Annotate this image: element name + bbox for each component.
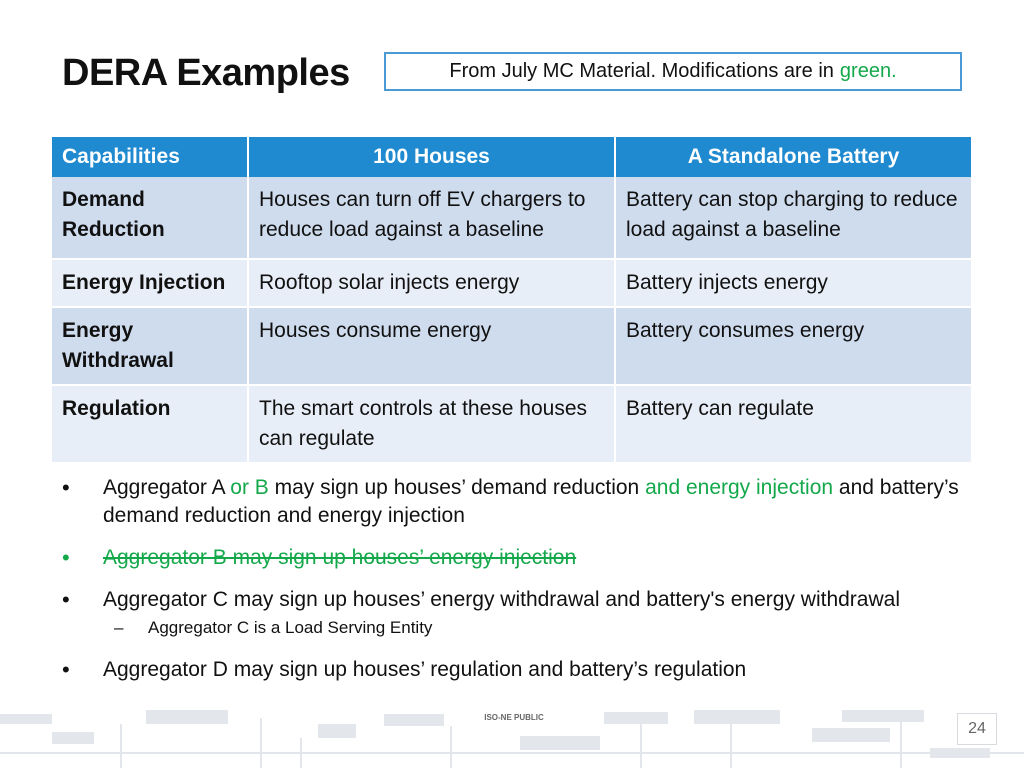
- row-houses: Rooftop solar injects energy: [248, 259, 615, 307]
- table-row: [52, 307, 972, 385]
- bullet-text: and battery’s demand reduction and energy injection: [103, 476, 959, 527]
- note-text: From July MC Material. Modifications are in: [449, 60, 834, 82]
- bullet-aggregator-d: [62, 656, 982, 684]
- row-houses: Houses can turn off EV chargers to reduce load against a baseline: [248, 177, 615, 259]
- row-battery: Battery injects energy: [615, 259, 972, 307]
- bullet-green-text: and energy injection: [639, 476, 834, 499]
- sub-bullet-dash: –: [114, 618, 124, 637]
- row-capability: Demand Reduction: [52, 177, 248, 259]
- bullet-dot: •: [62, 657, 70, 682]
- row-capability: Regulation: [52, 385, 248, 463]
- row-houses: The smart controls at these houses can regulate: [248, 385, 615, 463]
- page-number: 24: [957, 713, 997, 745]
- row-battery: Battery can regulate: [615, 385, 972, 463]
- sub-bullet-lse: [62, 616, 982, 640]
- table-row: [52, 259, 972, 307]
- modification-note-box: [384, 52, 962, 91]
- row-houses: Houses consume energy: [248, 307, 615, 385]
- bullet-aggregator-c: [62, 586, 982, 614]
- header-100-houses: 100 Houses: [248, 137, 615, 177]
- sub-bullet-text: Aggregator C is a Load Serving Entity: [148, 618, 433, 637]
- bullet-green-text: or B: [224, 476, 269, 499]
- row-capability: Energy Injection: [52, 259, 248, 307]
- row-capability: Energy Withdrawal: [52, 307, 248, 385]
- row-battery: Battery consumes energy: [615, 307, 972, 385]
- header-capabilities: Capabilities: [52, 137, 248, 177]
- bullet-dot: •: [62, 587, 70, 612]
- bullet-list: [62, 474, 982, 698]
- note-green-word: green.: [839, 60, 897, 82]
- bullet-aggregator-a: [62, 474, 982, 530]
- bullet-strikethrough-text: Aggregator B may sign up houses’ energy injection: [103, 546, 577, 569]
- row-battery: Battery can stop charging to reduce load against a baseline: [615, 177, 972, 259]
- slide-title: DERA Examples: [62, 52, 350, 94]
- bullet-text: Aggregator A: [103, 476, 225, 499]
- iso-ne-public-label: ISO-NE PUBLIC: [466, 710, 562, 726]
- header-standalone-battery: A Standalone Battery: [615, 137, 972, 177]
- bullet-dot: •: [62, 545, 70, 570]
- bullet-text: may sign up houses’ demand reduction: [268, 476, 640, 499]
- bullet-aggregator-b-struck: [62, 544, 982, 572]
- table-header-row: [52, 137, 972, 177]
- bullet-text: Aggregator C may sign up houses’ energy withdrawal and battery's energy withdrawal: [103, 588, 900, 611]
- table-row: [52, 177, 972, 259]
- bullet-text: Aggregator D may sign up houses’ regulation and battery’s regulation: [103, 658, 747, 681]
- table-row: [52, 385, 972, 463]
- bullet-dot: •: [62, 475, 70, 500]
- capabilities-table: [52, 137, 973, 464]
